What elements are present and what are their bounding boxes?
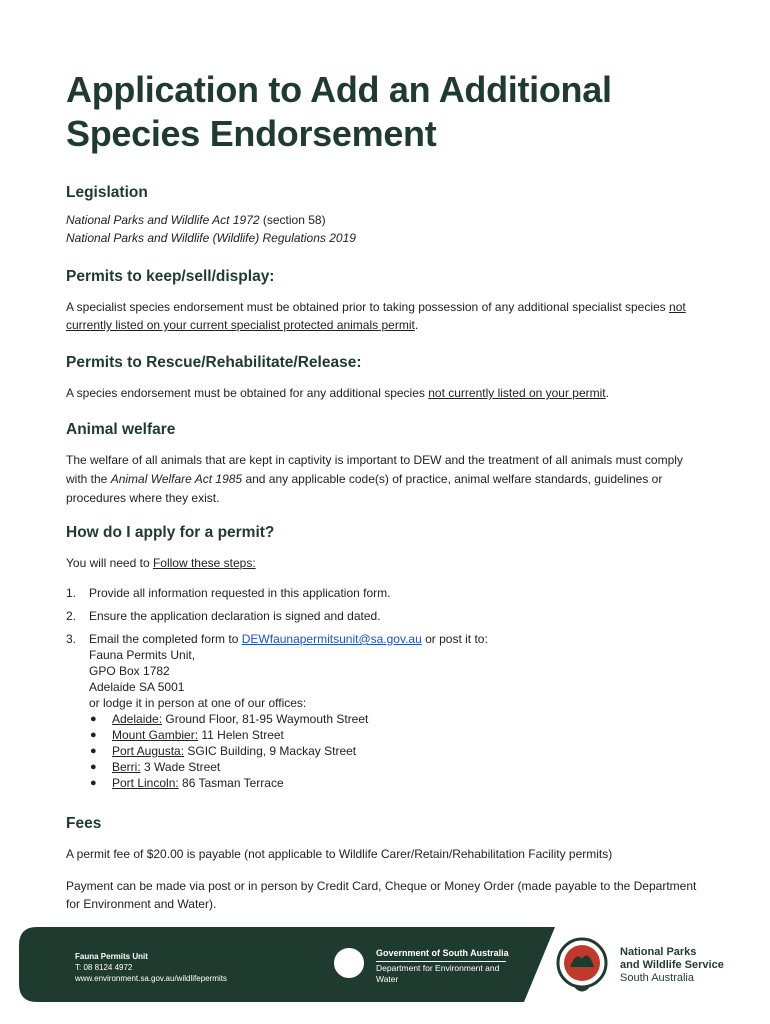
step-1: 1. Provide all information requested in this application form. xyxy=(66,586,391,600)
step-2-text: Ensure the application declaration is signed and dated. xyxy=(89,609,381,623)
page-title xyxy=(66,68,706,156)
rescue-heading: Permits to Rescue/Rehabilitate/Release: xyxy=(66,354,362,371)
national-parks-logo-icon xyxy=(556,937,608,995)
office-city: Port Lincoln: xyxy=(112,776,179,790)
step-2: 2. Ensure the application declaration is signed and dated. xyxy=(66,609,381,623)
np-name-line2: and Wildlife Service xyxy=(620,959,724,971)
office-city: Port Augusta: xyxy=(112,744,185,758)
postal-address xyxy=(89,647,706,711)
welfare-heading: Animal welfare xyxy=(66,421,176,438)
email-link[interactable]: DEWfaunapermitsunit@sa.gov.au xyxy=(241,632,422,646)
fees-text-2: Payment can be made via post or in person by Credit Card, Cheque or Money Order (made payable to the Department for Environment and Water). xyxy=(66,879,697,911)
gov-department: Department for Environment and Water xyxy=(376,963,500,984)
apply-steps xyxy=(66,585,706,791)
welfare-act: Animal Welfare Act 1985 xyxy=(110,472,243,486)
legislation-act2: National Parks and Wildlife (Wildlife) Regulations 2019 xyxy=(66,231,356,245)
document-body xyxy=(66,68,706,911)
keep-text-a: A specialist species endorsement must be obtained prior to taking possession of any additional specialist species xyxy=(66,300,670,314)
title-line-2: Species Endorsement xyxy=(66,113,437,154)
address-line: Fauna Permits Unit, xyxy=(89,648,196,662)
rescue-section xyxy=(66,354,706,402)
apply-intro xyxy=(66,554,706,572)
apply-heading: How do I apply for a permit? xyxy=(66,524,275,541)
address-line: GPO Box 1782 xyxy=(89,664,170,678)
government-emblem-icon xyxy=(332,946,366,980)
office-item: ● Adelaide: Ground Floor, 81-95 Waymouth Street xyxy=(90,712,369,726)
title-line-1: Application to Add an Additional xyxy=(66,69,612,110)
welfare-text-a: The welfare of all animals that are kept in captivity is important to DEW and the treatment of all animals must comply with the xyxy=(66,453,683,486)
office-item: ● Berri: 3 Wade Street xyxy=(90,760,221,774)
keep-text-underlined: not currently listed on your current specialist protected animals permit xyxy=(66,300,686,332)
office-address: 3 Wade Street xyxy=(140,760,221,774)
step-3-text-a: Email the completed form to xyxy=(89,632,242,646)
footer-unit: Fauna Permits Unit xyxy=(75,952,148,961)
act1-suffix: (section 58) xyxy=(259,213,326,227)
gov-divider xyxy=(376,961,506,962)
apply-intro-a: You will need to xyxy=(66,556,153,570)
office-address: 86 Tasman Terrace xyxy=(178,776,284,790)
footer-phone: T: 08 8124 4972 xyxy=(75,963,133,972)
office-list xyxy=(89,711,706,791)
office-item: ● Mount Gambier: 11 Helen Street xyxy=(90,728,284,742)
gov-title: Government of South Australia xyxy=(376,948,509,958)
address-line: Adelaide SA 5001 xyxy=(89,680,185,694)
keep-section xyxy=(66,268,706,334)
legislation-heading: Legislation xyxy=(66,184,148,201)
np-name-line1: National Parks xyxy=(620,946,697,958)
apply-section xyxy=(66,524,706,791)
office-item: ● Port Lincoln: 86 Tasman Terrace xyxy=(90,776,284,790)
act1-title: National Parks and Wildlife Act 1972 xyxy=(66,213,260,227)
keep-heading: Permits to keep/sell/display: xyxy=(66,268,275,285)
step-3-text-b: or post it to: xyxy=(421,632,488,646)
keep-text-b: . xyxy=(414,318,419,332)
fees-section xyxy=(66,815,706,913)
step-1-text: Provide all information requested in this application form. xyxy=(89,586,391,600)
keep-text xyxy=(66,298,706,334)
address-line: or lodge it in person at one of our offices: xyxy=(89,696,307,710)
fees-text-1: A permit fee of $20.00 is payable (not applicable to Wildlife Carer/Retain/Rehabilitation Facility permits) xyxy=(66,847,613,861)
welfare-text xyxy=(66,451,706,508)
rescue-text-a: A species endorsement must be obtained for any additional species xyxy=(66,386,429,400)
legislation-act1 xyxy=(66,211,706,229)
legislation-section xyxy=(66,184,706,247)
np-subtitle: South Australia xyxy=(620,972,694,984)
apply-intro-underlined: Follow these steps: xyxy=(152,556,256,570)
office-address: SGIC Building, 9 Mackay Street xyxy=(184,744,357,758)
office-city: Berri: xyxy=(112,760,141,774)
office-address: Ground Floor, 81-95 Waymouth Street xyxy=(162,712,369,726)
fees-heading: Fees xyxy=(66,815,102,832)
office-address: 11 Helen Street xyxy=(198,728,284,742)
welfare-section xyxy=(66,421,706,508)
rescue-text-underlined: not currently listed on your permit xyxy=(428,386,606,400)
welfare-text-b: and any applicable code(s) of practice, animal welfare standards, guidelines or procedures where they exist. xyxy=(66,472,663,505)
np-name xyxy=(620,946,724,972)
footer-web[interactable]: www.environment.sa.gov.au/wildlifepermits xyxy=(75,974,227,983)
rescue-text xyxy=(66,384,706,402)
step-3: 3. Email the completed form to DEWfaunapermitsunit@sa.gov.au or post it to: Fauna Permits Unit, GPO Box 1782 Adelaide SA 5001 or lodge it in person at one of our offices: ● Adelaide: Ground Floor, 81-95 Waymouth Street ● Mount Gambier: 11 Helen Street ● Port Augusta: SGIC Building, 9 Mackay Street ● Berri: 3 Wade Street ● Port Lincoln: 86 Tasman Terrace xyxy=(66,631,706,791)
office-item: ● Port Augusta: SGIC Building, 9 Mackay Street xyxy=(90,744,357,758)
office-city: Mount Gambier: xyxy=(112,728,199,742)
office-city: Adelaide: xyxy=(112,712,163,726)
rescue-text-b: . xyxy=(605,386,609,400)
